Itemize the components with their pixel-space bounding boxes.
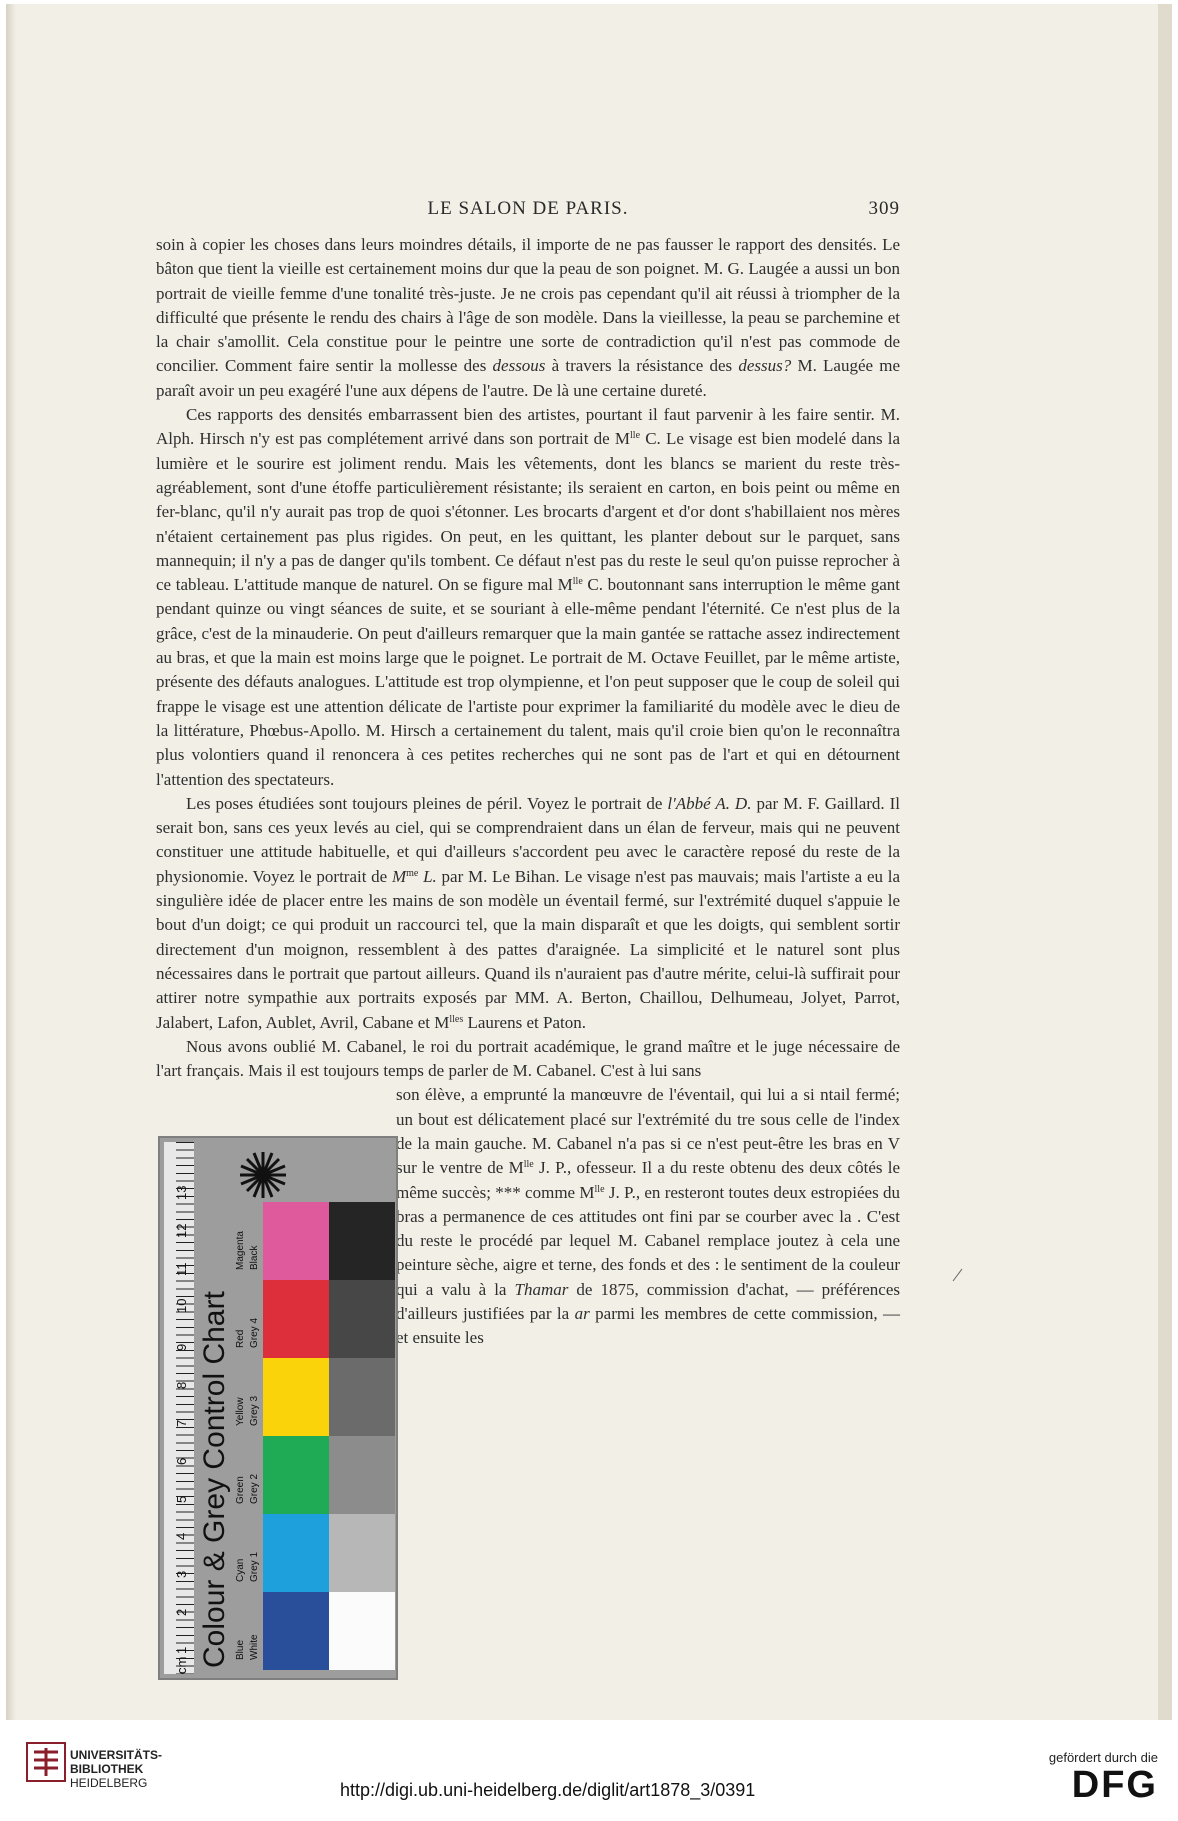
ruler-number: 2 <box>174 1608 189 1617</box>
colour-swatch-yellow <box>263 1358 329 1436</box>
swatch-label: Red <box>235 1329 246 1348</box>
swatch-label: Cyan <box>235 1558 246 1582</box>
university-seal-icon <box>26 1742 66 1782</box>
ruler-ticks <box>164 1142 176 1674</box>
ruler-number: 11 <box>174 1262 189 1276</box>
colour-swatch-green <box>263 1436 329 1514</box>
paragraph: Nous avons oublié M. Cabanel, le roi du portrait académique, le grand maître et le juge nécessaire de l'art français. Mais il est toujours temps de parler de M. Cabanel. C'est à lui sans <box>156 1036 900 1081</box>
ruler-number: 1 <box>174 1646 189 1654</box>
dfg-logo: DFG <box>1071 1764 1158 1806</box>
grey-swatch-grey-4 <box>329 1280 395 1358</box>
ruler-number: 10 <box>174 1298 189 1314</box>
swatch-label: White <box>249 1634 260 1660</box>
grey-swatch-grey-3 <box>329 1358 395 1436</box>
paragraph: Les poses étudiées sont toujours pleines de péril. Voyez le portrait de l'Abbé A. D. par M. F. Gaillard. Il serait bon, sans ces yeux levés au ciel, qui se comprendraient dans un élan de ferveur, mais qui ne peuvent constituer une attitude habituelle, et qui d'ailleurs s'accordent peu avec le caractère reposé du reste de la physionomie. Voyez le portrait de $M^{me}$ L. par M. Le Bihan. Le visage n'est pas mauvais; mais l'artiste a eu la singulière idée de placer entre les mains de son modèle un éventail fermé, sur l'extrémité duquel s'appuie le bout d'un doigt; ce qui produit un raccourci tel, que la main disparaît et que les doigts, qui semblent sortir directement d'un moignon, ressemblent à des pattes d'araignée. La simplicité et le naturel sont plus nécessaires dans le portrait que partout ailleurs. Quand ils n'auraient pas d'autre mérite, celui-là suffirait pour attirer notre sympathie aux portraits exposés par MM. A. Berton, Chaillou, Delhumeau, Jolyet, Parrot, Jalabert, Lafon, Aublet, Avril, Cabane et $M^{lles}$ Laurens et Paton. <box>156 793 901 1032</box>
colour-swatch-blue <box>263 1592 329 1670</box>
swatch-label: Grey 4 <box>249 1317 260 1348</box>
ruler-number: 8 <box>174 1381 189 1390</box>
colour-swatch-red <box>263 1280 329 1358</box>
ruler-number: 13 <box>174 1185 189 1200</box>
page-number: 309 <box>868 198 900 219</box>
ruler-number: 12 <box>174 1223 189 1238</box>
swatch-label: Magenta <box>235 1231 246 1270</box>
swatch-label: Grey 2 <box>249 1473 260 1504</box>
swatch-label: Blue <box>235 1639 246 1660</box>
running-title: LE SALON DE PARIS. <box>427 198 629 219</box>
paragraph: Ces rapports des densités embarrassent bien des artistes, pourtant il faut parvenir à les faire sentir. M. Alph. Hirsch n'y est pas complétement arrivé dans son portrait de $M^{lle}$ C. Le visage est bien modelé dans la lumière et le sourire est joliment rendu. Mais les vêtements, dont les blancs se marient du reste très-agréablement, sont d'une étoffe particulièrement résistante; ils seraient en carton, en bois peint ou même en fer-blanc, qu'il n'y aurait pas trop de quoi s'étonner. Les brocarts d'argent et d'or dont s'habillaient nos mères n'étaient certainement pas plus rigides. On peut, en les quittant, les planter debout sur le parquet, sans mannequin; il n'y a pas de danger qu'ils tombent. Ce défaut n'est pas du reste le seul qu'on puisse reprocher à ce tableau. L'attitude manque de naturel. On se figure mal $M^{lle}$ C. boutonnant sans interruption le même gant pendant quinze ou vingt séances de suite, et se souriant à elle-même pendant l'éternité. Ce n'est plus de la grâce, c'est de la minauderie. On peut d'ailleurs remarquer que la main gantée se rattache assez indirectement au bras, et que la main est moins large que le poignet. Le portrait de M. Octave Feuillet, par le même artiste, présente des défauts analogues. L'attitude est trop olympienne, et l'on peut supposer que le coup de soleil qui frappe le visage est une attention délicate de l'artiste pour exprimer la familiarité du modèle avec le dieu de la littérature, Phœbus-Apollo. M. Hirsch a certainement du talent, mais qu'il croie bien qu'on le reconnaîtra plus volontiers quand il renoncera à ces petites recherches qui ne sont pas de l'art et qui en détournent l'attention des spectateurs. <box>156 405 901 789</box>
colour-control-chart <box>160 1138 396 1678</box>
permalink-url[interactable]: http://digi.ub.uni-heidelberg.de/diglit/art1878_3/0391 <box>340 1780 756 1800</box>
swatch-label: Grey 1 <box>249 1551 260 1582</box>
swatch-label: Black <box>249 1245 260 1270</box>
grey-swatch-grey-2 <box>329 1436 395 1514</box>
ruler-unit: cm <box>174 1656 189 1674</box>
grey-swatch-white <box>329 1592 395 1670</box>
paragraph-partial: son élève, a emprunté la manœuvre de l'éventail, qui lui a si ntail fermé; un bout est délicatement placé sur l'extrémité du tre sous celle de l'index de la main gauche. M. Cabanel n'a pas si ce n'est peut-être les bras en V sur le ventre de $M^{lle}$ J. P., ofesseur. Il a du reste obtenu des deux côtés le même succès; *** comme $M^{lle}$ J. P., en resteront toutes deux estropiées du bras a permanence de ces attitudes ont fini par se courber avec la . C'est du reste le procédé par lequel M. Cabanel remplace joutez à cela une peinture sèche, aigre et terne, des fonds et des : le sentiment de la couleur qui a valu à la Thamar de 1875, commission d'achat, — préférences d'ailleurs justifiées par la ar parmi les membres de cette commission, — et ensuite les <box>396 1085 901 1348</box>
starburst-logo-icon <box>238 1150 288 1200</box>
colour-swatches <box>235 1218 393 1670</box>
pencil-mark <box>950 1268 964 1282</box>
ruler-number: 5 <box>174 1495 189 1503</box>
grey-swatch-grey-1 <box>329 1514 395 1592</box>
funded-by-label: gefördert durch die <box>1048 1750 1158 1765</box>
colour-swatch-cyan <box>263 1514 329 1592</box>
grey-swatch-black <box>329 1202 395 1280</box>
institution-name: UNIVERSITÄTS- BIBLIOTHEK HEIDELBERG <box>70 1748 163 1790</box>
ruler-number: 6 <box>174 1457 189 1465</box>
swatch-label: Grey 3 <box>249 1395 260 1426</box>
swatch-label: Yellow <box>235 1397 246 1426</box>
chart-title: Colour & Grey Control Chart <box>198 1291 231 1668</box>
ruler-number: 7 <box>174 1419 189 1427</box>
ruler-number: 9 <box>174 1343 189 1352</box>
funder-block <box>1049 1750 1158 1805</box>
footer-bar <box>0 1720 1178 1821</box>
colour-swatch-magenta <box>263 1202 329 1280</box>
swatch-label: Green <box>235 1476 246 1504</box>
paragraph: soin à copier les choses dans leurs moindres détails, il importe de ne pas fausser le rapport des densités. Le bâton que tient la vieille est certainement moins dur que la peau de son poignet. M. G. Laugée a aussi un bon portrait de vieille femme d'une tonalité très-juste. Je ne crois pas cependant qu'il ait réussi à triompher de la difficulté que présente le rendu des chairs à l'âge de son modèle. Dans la vieillesse, la peau se parchemine et la chair s'amollit. Cela constitue pour le peintre une sorte de contradiction qu'il n'est pas commode de concilier. Comment faire sentir la mollesse des dessous à travers la résistance des dessus? M. Laugée me paraît avoir un peu exagéré l'une aux dépens de l'autre. De là une certaine dureté. <box>156 235 901 400</box>
ruler-number: 4 <box>174 1533 189 1541</box>
page-gutter-shadow <box>6 4 16 1720</box>
ruler-number: 3 <box>174 1571 189 1579</box>
